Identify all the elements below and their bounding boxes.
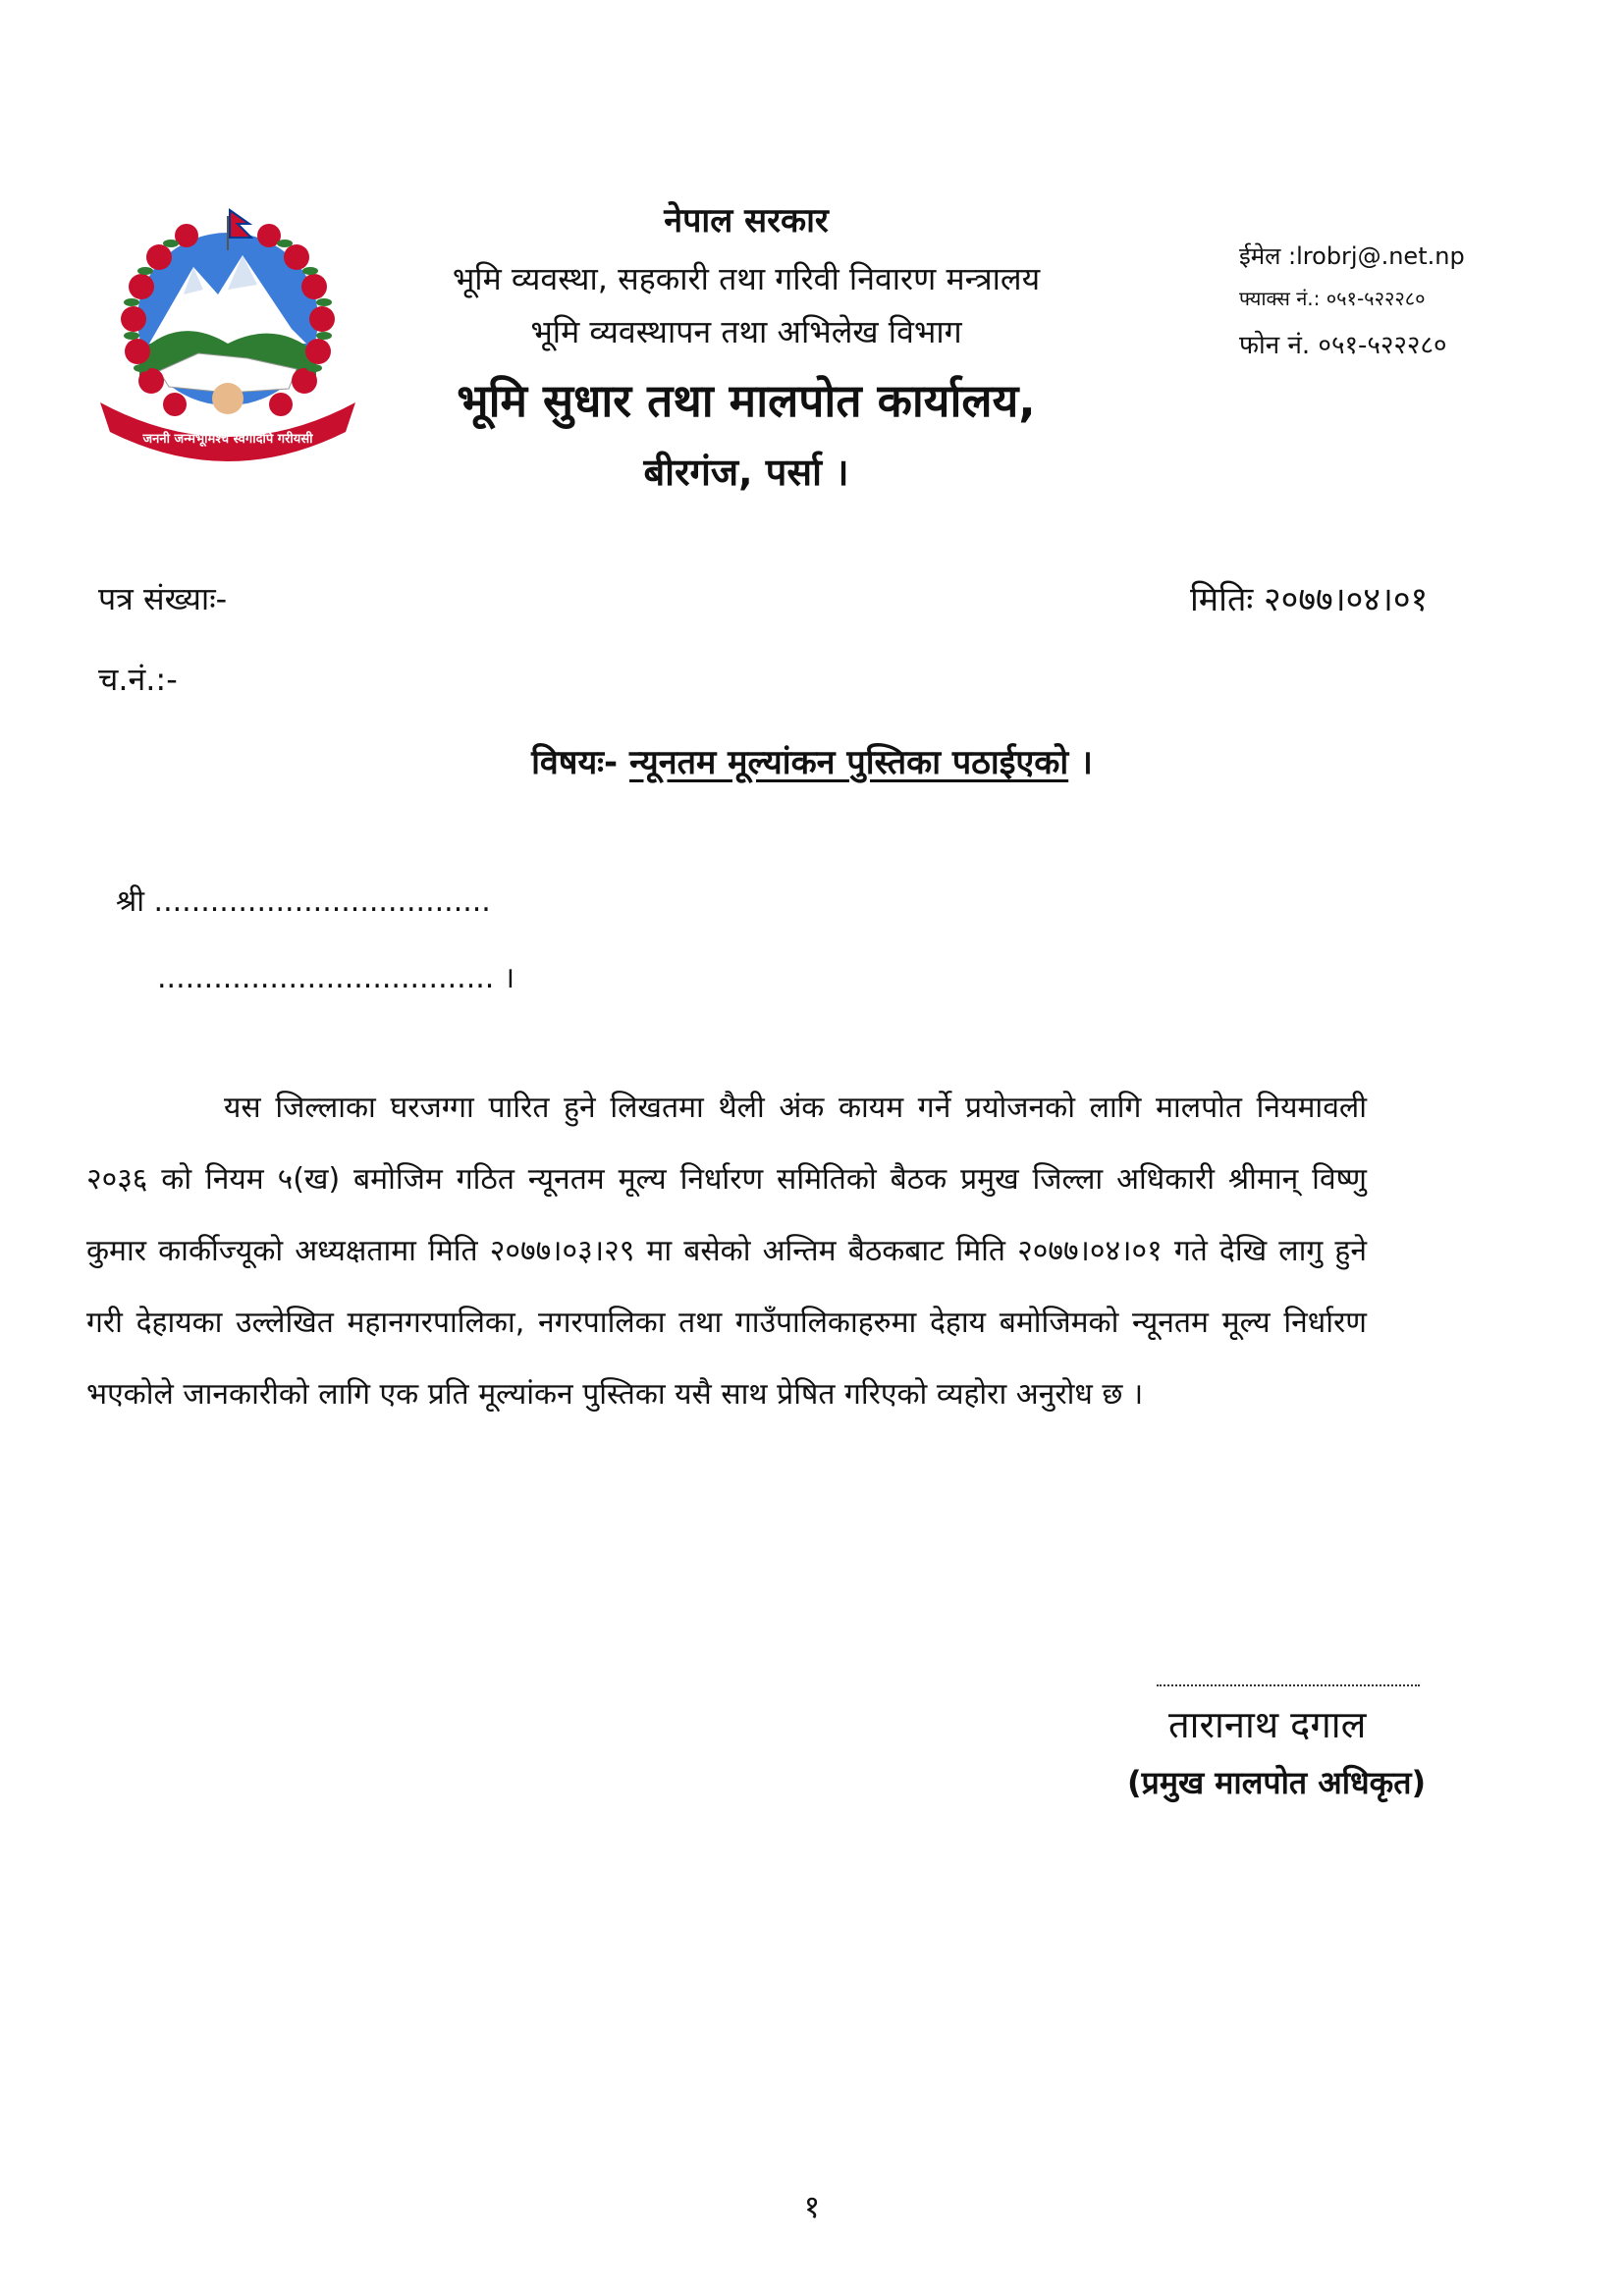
office-location: बीरगंज, पर्सा । xyxy=(643,451,849,494)
subject-suffix: । xyxy=(1080,743,1093,782)
letter-date: मितिः २०७७।०४।०१ xyxy=(1190,580,1429,619)
letter-body: यस जिल्लाका घरजग्गा पारित हुने लिखतमा थैली अंक कायम गर्ने प्रयोजनको लागि मालपोत नियमावली २०३६ को नियम ५(ख) बमोजिम गठित न्यूनतम मूल्य निर्धारण समितिको बैठक प्रमुख जिल्ला अधिकारी श्रीमान् विष्णु कुमार कार्कीज्यूको अध्यक्षतामा मिति २०७७।०३।२९ मा बसेको अन्तिम बैठकबाट मिति २०७७।०४।०१ गते देखि लागु हुने गरी देहायका उल्लेखित महानगरपालिका, नगरपालिका तथा गाउँपालिकाहरुमा देहाय बमोजिमको न्यूनतम मूल्य निर्धारण भएकोले जानकारीको लागि एक प्रति मूल्यांकन पुस्तिका यसै साथ प्रेषित गरिएको व्यहोरा अनुरोध छ । xyxy=(86,1091,1367,1412)
addressee-line-1: श्री .................................... xyxy=(116,884,491,919)
subject-text: न्यूनतम मूल्यांकन पुस्तिका पठाईएको xyxy=(629,743,1069,782)
emblem-motto: जननी जन्मभूमिश्च स्वर्गादपि गरीयसी xyxy=(142,432,313,447)
signature-line xyxy=(1157,1684,1420,1686)
contact-phone: फोन नं. ०५१-५२२२८० xyxy=(1239,331,1447,360)
government-name: नेपाल सरकार xyxy=(664,201,829,240)
chalani-number: च.नं.:- xyxy=(98,661,178,698)
nepal-emblem-icon xyxy=(81,196,375,461)
contact-email: ईमेल :lrobrj@.net.np xyxy=(1239,242,1465,270)
subject-prefix: विषयः- xyxy=(531,743,619,782)
addressee-line-2: .................................... । xyxy=(157,961,515,995)
page-number: १ xyxy=(803,2188,821,2225)
signatory-title: (प्रमुख मालपोत अधिकृत) xyxy=(1127,1764,1427,1801)
subject-line xyxy=(0,738,1624,783)
letter-number: पत्र संख्याः- xyxy=(98,580,228,617)
office-name: भूमि सुधार तथा मालपोत कार्यालय, xyxy=(457,374,1036,427)
contact-fax: फ्याक्स नं.: ०५१-५२२२८० xyxy=(1239,287,1426,310)
department-name: भूमि व्यवस्थापन तथा अभिलेख विभाग xyxy=(530,313,962,350)
signatory-name: तारानाथ दगाल xyxy=(1168,1703,1367,1746)
ministry-name: भूमि व्यवस्था, सहकारी तथा गरिवी निवारण मन्त्रालय xyxy=(452,260,1041,297)
